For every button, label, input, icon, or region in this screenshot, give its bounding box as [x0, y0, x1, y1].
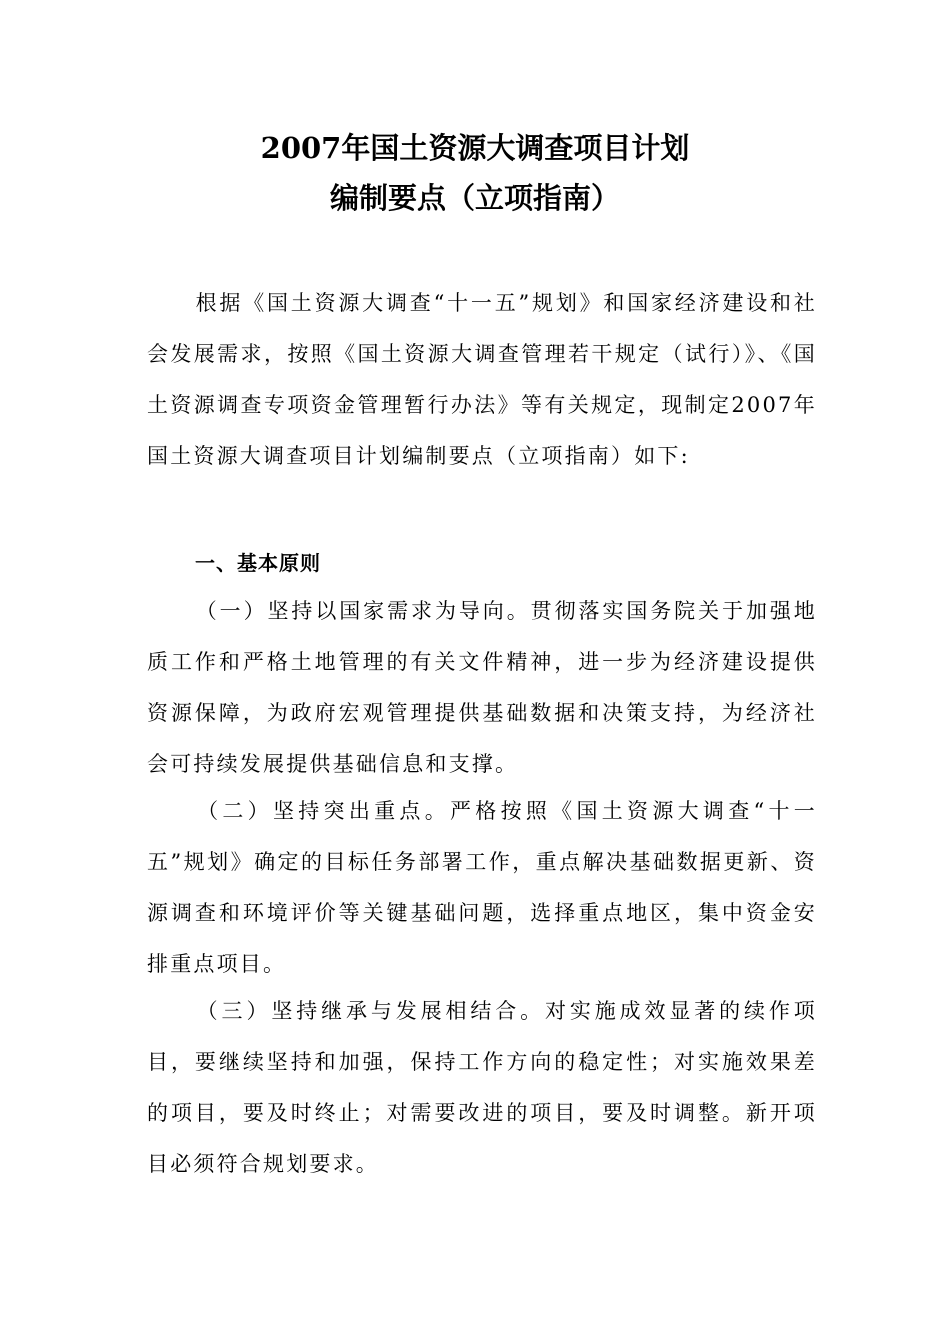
principle-paragraph-1 — [147, 586, 817, 790]
document-title-line-1: 2007年国土资源大调查项目计划 — [260, 131, 690, 165]
principle-paragraph-3 — [147, 986, 817, 1190]
intro-text: 根据《国土资源大调查“十一五”规划》和国家经济建设和社会发展需求，按照《国土资源大调查管理若干规定（试行）》、《国土资源调查专项资金管理暂行办法》等有关规定，现制定2007年国土资源大调查项目计划编制要点（立项指南）如下: — [147, 291, 817, 468]
intro-paragraph — [147, 278, 817, 482]
principle-2-text: （二）坚持突出重点。严格按照《国土资源大调查“十一五”规划》确定的目标任务部署工作，重点解决基础数据更新、资源调查和环境评价等关键基础问题，选择重点地区，集中资金安排重点项目。 — [147, 799, 817, 976]
principle-3-text: （三）坚持继承与发展相结合。对实施成效显著的续作项目，要继续坚持和加强，保持工作方向的稳定性；对实施效果差的项目，要及时终止；对需要改进的项目，要及时调整。新开项目必须符合规划要求。 — [147, 999, 817, 1176]
section-heading-basic-principles: 一、基本原则 — [195, 551, 321, 575]
principle-1-text: （一）坚持以国家需求为导向。贯彻落实国务院关于加强地质工作和严格土地管理的有关文件精神，进一步为经济建设提供资源保障，为政府宏观管理提供基础数据和决策支持，为经济社会可持续发展提供基础信息和支撑。 — [147, 599, 817, 776]
document-title-line-2: 编制要点（立项指南） — [329, 181, 620, 215]
principle-paragraph-2 — [147, 786, 817, 990]
